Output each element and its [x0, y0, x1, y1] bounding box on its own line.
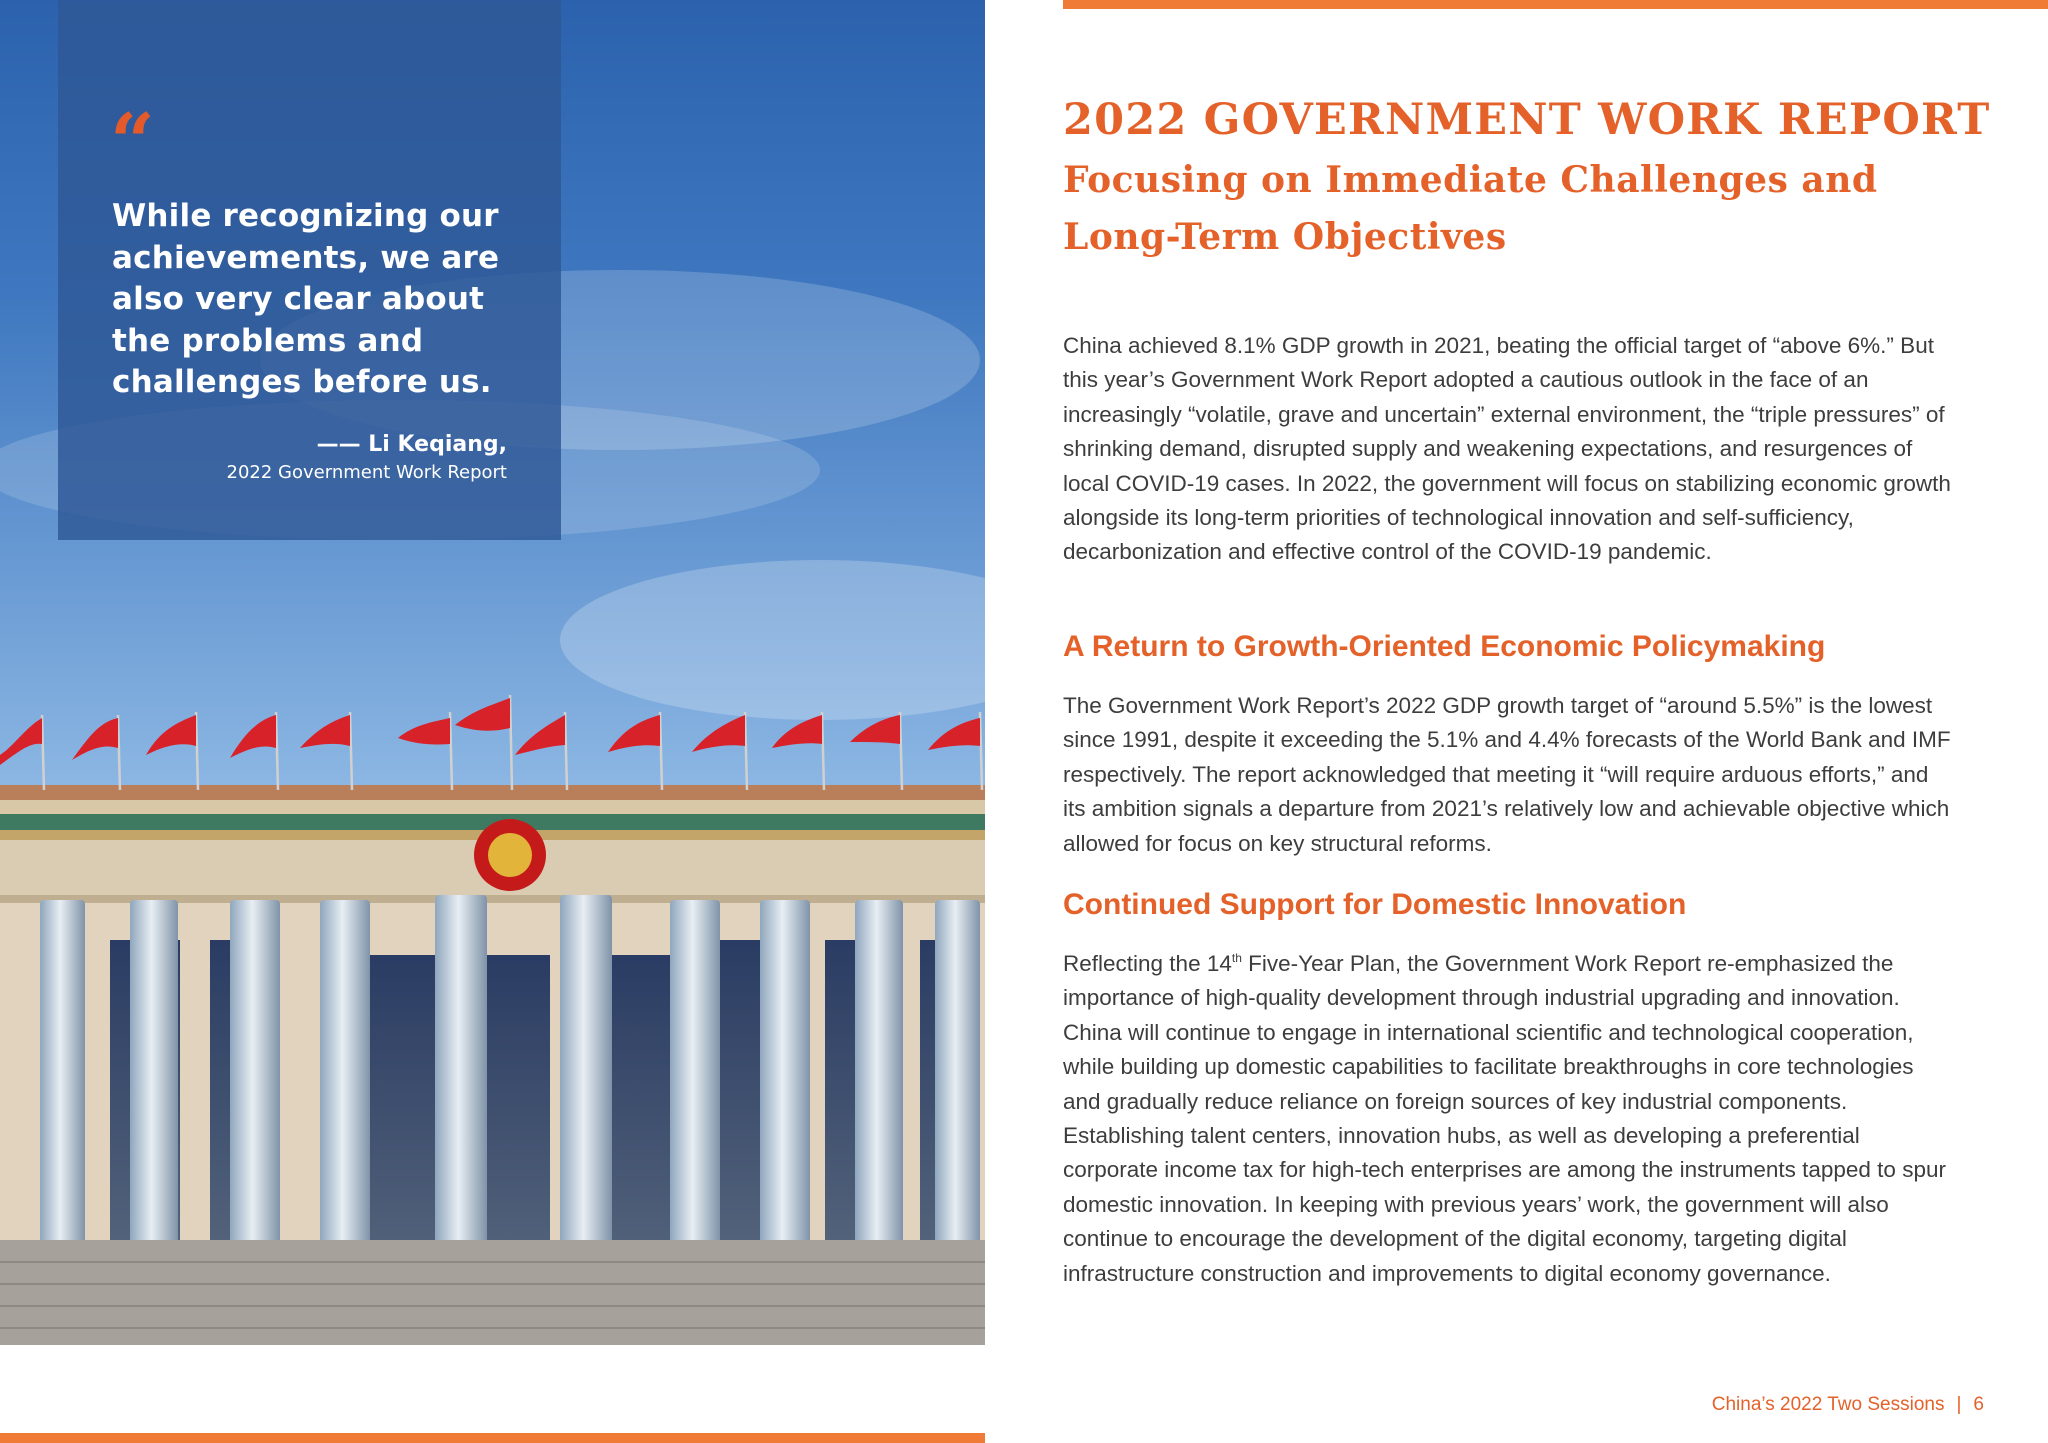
hero-photo — [0, 0, 985, 1345]
footer-separator: | — [1956, 1394, 1962, 1415]
quote-author: —— Li Keqiang, — [316, 432, 507, 457]
body-prefix: Reflecting the 14 — [1063, 951, 1232, 976]
page-number: 6 — [1973, 1394, 1984, 1415]
footer-publication: China’s 2022 Two Sessions — [1711, 1394, 1945, 1415]
page-title: 2022 GOVERNMENT WORK REPORT — [1063, 95, 1991, 145]
section-heading-innovation: Continued Support for Domestic Innovation — [1063, 888, 1687, 921]
body-rest: Five-Year Plan, the Government Work Report re-emphasized the importance of high-quality development through industrial upgrading and innovation. China will continue to engage in international scientific and technological cooperation, while building up domestic capabilities to facilitate breakthroughs in core technologies and gradually reduce reliance on foreign sources of key industrial components. Establishing talent centers, innovation hubs, as well as developing a preferential corporate income tax for high-tech enterprises are among the instruments tapped to spur domestic innovation. In keeping with previous years’ work, the government will also continue to encourage the development of the digital economy, targeting digital infrastructure construction and improvements to digital economy governance. — [1063, 951, 1946, 1286]
section-heading-growth: A Return to Growth-Oriented Economic Policymaking — [1063, 630, 1826, 663]
accent-bar-bottom — [0, 1433, 985, 1443]
intro-paragraph: China achieved 8.1% GDP growth in 2021, beating the official target of “above 6%.” But this year’s Government Work Report adopted a cautious outlook in the face of an increasingly “volatile, grave and uncertain” external environment, the “triple pressures” of shrinking demand, disrupted supply and weakening expectations, and resurgences of local COVID-19 cases. In 2022, the government will focus on stabilizing economic growth alongside its long-term priorities of technological innovation and self-sufficiency, decarbonization and effective control of the COVID-19 pandemic. — [1063, 333, 1951, 565]
ordinal-superscript: th — [1231, 951, 1242, 965]
quote-mark-icon: “ — [110, 97, 155, 188]
quote-text: While recognizing our achievements, we are also very clear about the problems and challenges before us. — [112, 198, 500, 400]
quote-box — [58, 0, 561, 540]
page-footer — [1712, 1394, 1984, 1416]
section-body-growth: The Government Work Report’s 2022 GDP growth target of “around 5.5%” is the lowest since 1991, despite it exceeding the 5.1% and 4.4% forecasts of the World Bank and IMF respectively. The report acknowledged that meeting it “will require arduous efforts,” and its ambition signals a departure from 2021’s relatively low and achievable objective which allowed for focus on key structural reforms. — [1063, 693, 1951, 856]
section-body-innovation — [1063, 947, 1953, 1291]
page-subtitle: Focusing on Immediate Challenges and Long-Term Objectives — [1063, 159, 1878, 258]
quote-source: 2022 Government Work Report — [226, 462, 507, 483]
accent-bar-top — [1063, 0, 2048, 9]
